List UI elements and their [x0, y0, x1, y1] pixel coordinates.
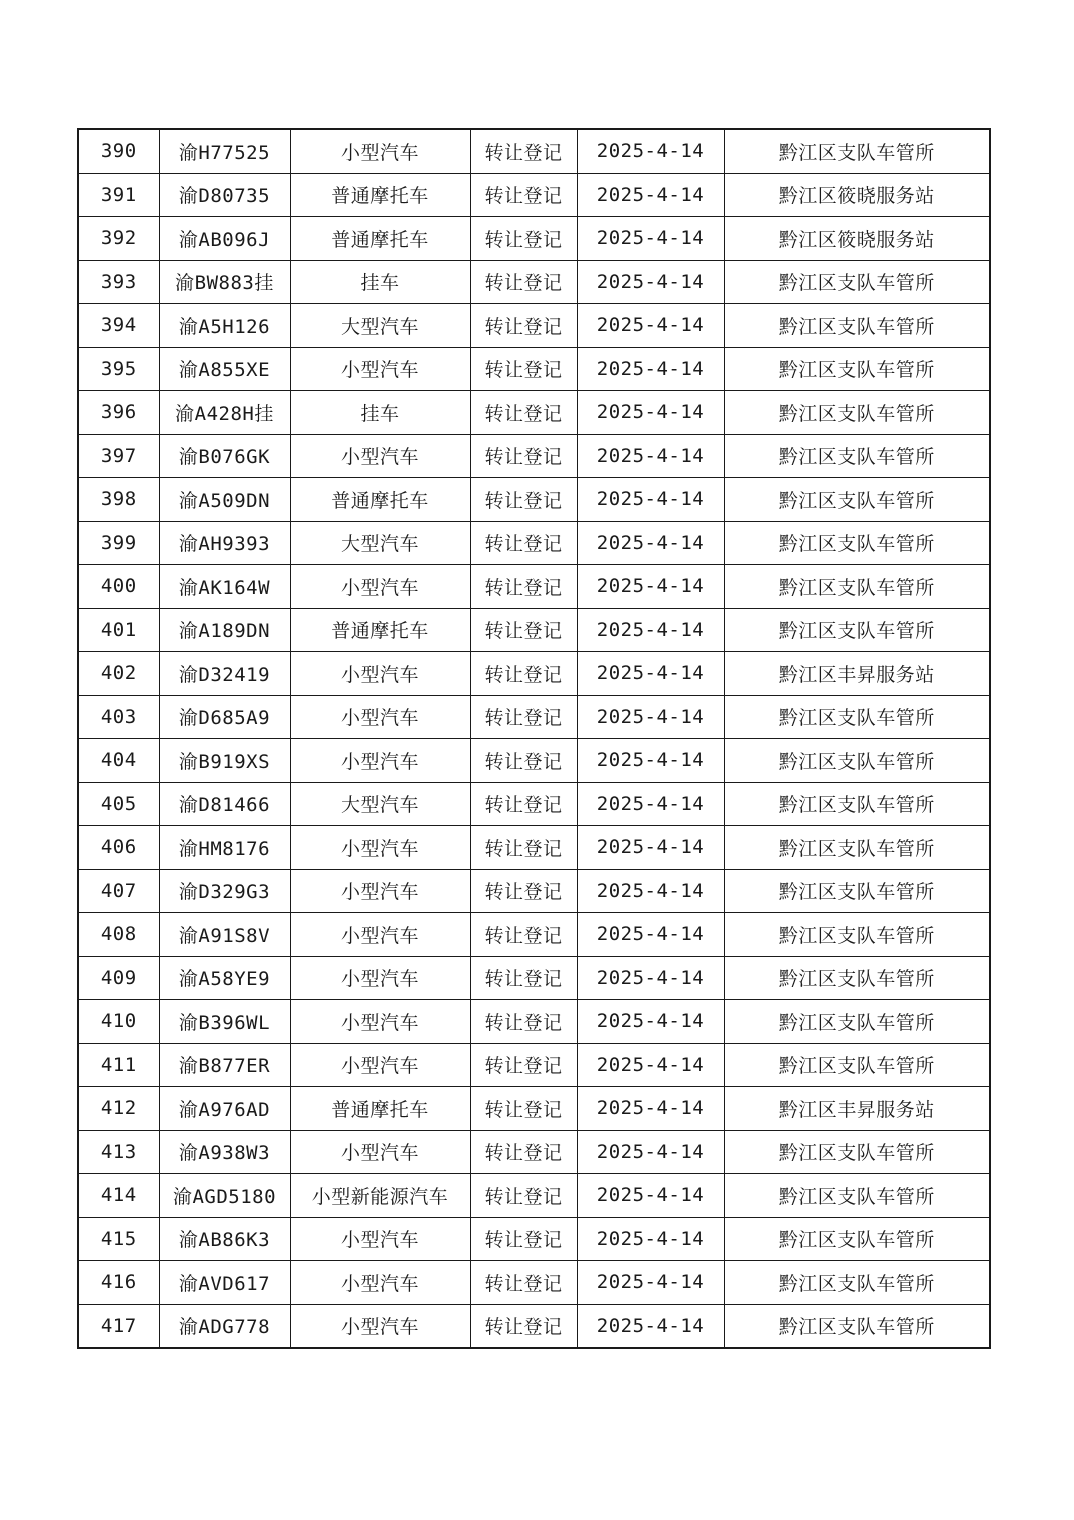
- vehicle-type-cell: 小型汽车: [290, 129, 470, 173]
- plate-number-cell: 渝D81466: [159, 782, 290, 826]
- row-number-cell: 401: [78, 608, 159, 652]
- row-number-cell: 393: [78, 260, 159, 304]
- row-number-cell: 408: [78, 913, 159, 957]
- plate-number-cell: 渝D80735: [159, 173, 290, 217]
- office-cell: 黔江区支队车管所: [724, 1174, 990, 1218]
- office-cell: 黔江区支队车管所: [724, 695, 990, 739]
- date-cell: 2025-4-14: [577, 304, 724, 348]
- vehicle-type-cell: 小型汽车: [290, 913, 470, 957]
- plate-number-cell: 渝A509DN: [159, 478, 290, 522]
- row-number-cell: 399: [78, 521, 159, 565]
- plate-number-cell: 渝B919XS: [159, 739, 290, 783]
- row-number-cell: 405: [78, 782, 159, 826]
- row-number-cell: 406: [78, 826, 159, 870]
- row-number-cell: 412: [78, 1087, 159, 1131]
- business-type-cell: 转让登记: [470, 129, 577, 173]
- business-type-cell: 转让登记: [470, 260, 577, 304]
- date-cell: 2025-4-14: [577, 739, 724, 783]
- plate-number-cell: 渝A58YE9: [159, 956, 290, 1000]
- plate-number-cell: 渝ADG778: [159, 1304, 290, 1348]
- vehicle-type-cell: 小型汽车: [290, 1130, 470, 1174]
- plate-number-cell: 渝B877ER: [159, 1043, 290, 1087]
- row-number-cell: 392: [78, 217, 159, 261]
- row-number-cell: 414: [78, 1174, 159, 1218]
- office-cell: 黔江区支队车管所: [724, 1217, 990, 1261]
- vehicle-type-cell: 小型汽车: [290, 826, 470, 870]
- row-number-cell: 391: [78, 173, 159, 217]
- row-number-cell: 402: [78, 652, 159, 696]
- office-cell: 黔江区支队车管所: [724, 521, 990, 565]
- office-cell: 黔江区支队车管所: [724, 1261, 990, 1305]
- table-row: [78, 826, 990, 870]
- table-row: [78, 1217, 990, 1261]
- business-type-cell: 转让登记: [470, 304, 577, 348]
- row-number-cell: 415: [78, 1217, 159, 1261]
- plate-number-cell: 渝A938W3: [159, 1130, 290, 1174]
- business-type-cell: 转让登记: [470, 739, 577, 783]
- table-row: [78, 1087, 990, 1131]
- office-cell: 黔江区支队车管所: [724, 608, 990, 652]
- table-row: [78, 347, 990, 391]
- row-number-cell: 407: [78, 869, 159, 913]
- plate-number-cell: 渝B396WL: [159, 1000, 290, 1044]
- vehicle-type-cell: 小型汽车: [290, 1217, 470, 1261]
- office-cell: 黔江区支队车管所: [724, 478, 990, 522]
- table-row: [78, 1174, 990, 1218]
- plate-number-cell: 渝A5H126: [159, 304, 290, 348]
- date-cell: 2025-4-14: [577, 826, 724, 870]
- date-cell: 2025-4-14: [577, 956, 724, 1000]
- table-row: [78, 565, 990, 609]
- vehicle-type-cell: 小型汽车: [290, 347, 470, 391]
- plate-number-cell: 渝H77525: [159, 129, 290, 173]
- date-cell: 2025-4-14: [577, 695, 724, 739]
- office-cell: 黔江区支队车管所: [724, 565, 990, 609]
- plate-number-cell: 渝D32419: [159, 652, 290, 696]
- office-cell: 黔江区支队车管所: [724, 1130, 990, 1174]
- office-cell: 黔江区筱晓服务站: [724, 173, 990, 217]
- date-cell: 2025-4-14: [577, 129, 724, 173]
- plate-number-cell: 渝AB096J: [159, 217, 290, 261]
- office-cell: 黔江区支队车管所: [724, 434, 990, 478]
- row-number-cell: 404: [78, 739, 159, 783]
- office-cell: 黔江区支队车管所: [724, 1043, 990, 1087]
- plate-number-cell: 渝A976AD: [159, 1087, 290, 1131]
- business-type-cell: 转让登记: [470, 826, 577, 870]
- business-type-cell: 转让登记: [470, 1087, 577, 1131]
- vehicle-type-cell: 普通摩托车: [290, 217, 470, 261]
- office-cell: 黔江区丰昇服务站: [724, 1087, 990, 1131]
- business-type-cell: 转让登记: [470, 782, 577, 826]
- table-row: [78, 608, 990, 652]
- vehicle-type-cell: 小型新能源汽车: [290, 1174, 470, 1218]
- business-type-cell: 转让登记: [470, 1174, 577, 1218]
- vehicle-type-cell: 挂车: [290, 260, 470, 304]
- plate-number-cell: 渝AK164W: [159, 565, 290, 609]
- date-cell: 2025-4-14: [577, 652, 724, 696]
- row-number-cell: 409: [78, 956, 159, 1000]
- table-body: [78, 129, 990, 1348]
- row-number-cell: 417: [78, 1304, 159, 1348]
- vehicle-type-cell: 小型汽车: [290, 695, 470, 739]
- date-cell: 2025-4-14: [577, 869, 724, 913]
- office-cell: 黔江区支队车管所: [724, 956, 990, 1000]
- vehicle-type-cell: 小型汽车: [290, 565, 470, 609]
- office-cell: 黔江区支队车管所: [724, 391, 990, 435]
- date-cell: 2025-4-14: [577, 434, 724, 478]
- table-row: [78, 521, 990, 565]
- vehicle-type-cell: 普通摩托车: [290, 173, 470, 217]
- office-cell: 黔江区支队车管所: [724, 129, 990, 173]
- vehicle-type-cell: 普通摩托车: [290, 1087, 470, 1131]
- plate-number-cell: 渝AH9393: [159, 521, 290, 565]
- date-cell: 2025-4-14: [577, 913, 724, 957]
- table-row: [78, 1000, 990, 1044]
- business-type-cell: 转让登记: [470, 1000, 577, 1044]
- row-number-cell: 396: [78, 391, 159, 435]
- date-cell: 2025-4-14: [577, 391, 724, 435]
- date-cell: 2025-4-14: [577, 478, 724, 522]
- table-row: [78, 695, 990, 739]
- date-cell: 2025-4-14: [577, 1174, 724, 1218]
- row-number-cell: 394: [78, 304, 159, 348]
- business-type-cell: 转让登记: [470, 217, 577, 261]
- table-row: [78, 739, 990, 783]
- plate-number-cell: 渝A91S8V: [159, 913, 290, 957]
- office-cell: 黔江区支队车管所: [724, 347, 990, 391]
- table-row: [78, 260, 990, 304]
- office-cell: 黔江区支队车管所: [724, 260, 990, 304]
- row-number-cell: 390: [78, 129, 159, 173]
- row-number-cell: 398: [78, 478, 159, 522]
- table-row: [78, 391, 990, 435]
- date-cell: 2025-4-14: [577, 1130, 724, 1174]
- table-row: [78, 129, 990, 173]
- plate-number-cell: 渝AVD617: [159, 1261, 290, 1305]
- table-row: [78, 434, 990, 478]
- vehicle-type-cell: 大型汽车: [290, 782, 470, 826]
- date-cell: 2025-4-14: [577, 260, 724, 304]
- row-number-cell: 395: [78, 347, 159, 391]
- table-row: [78, 478, 990, 522]
- office-cell: 黔江区筱晓服务站: [724, 217, 990, 261]
- office-cell: 黔江区支队车管所: [724, 739, 990, 783]
- business-type-cell: 转让登记: [470, 173, 577, 217]
- office-cell: 黔江区支队车管所: [724, 1304, 990, 1348]
- table-row: [78, 304, 990, 348]
- table-row: [78, 173, 990, 217]
- table-row: [78, 782, 990, 826]
- plate-number-cell: 渝A428H挂: [159, 391, 290, 435]
- vehicle-type-cell: 小型汽车: [290, 869, 470, 913]
- table-row: [78, 1304, 990, 1348]
- row-number-cell: 416: [78, 1261, 159, 1305]
- row-number-cell: 413: [78, 1130, 159, 1174]
- vehicle-type-cell: 小型汽车: [290, 739, 470, 783]
- table-row: [78, 913, 990, 957]
- table-row: [78, 652, 990, 696]
- business-type-cell: 转让登记: [470, 869, 577, 913]
- plate-number-cell: 渝B076GK: [159, 434, 290, 478]
- office-cell: 黔江区支队车管所: [724, 782, 990, 826]
- business-type-cell: 转让登记: [470, 565, 577, 609]
- date-cell: 2025-4-14: [577, 1261, 724, 1305]
- plate-number-cell: 渝D685A9: [159, 695, 290, 739]
- date-cell: 2025-4-14: [577, 1304, 724, 1348]
- business-type-cell: 转让登记: [470, 347, 577, 391]
- plate-number-cell: 渝A855XE: [159, 347, 290, 391]
- date-cell: 2025-4-14: [577, 173, 724, 217]
- vehicle-type-cell: 小型汽车: [290, 1304, 470, 1348]
- row-number-cell: 400: [78, 565, 159, 609]
- date-cell: 2025-4-14: [577, 1043, 724, 1087]
- plate-number-cell: 渝BW883挂: [159, 260, 290, 304]
- row-number-cell: 410: [78, 1000, 159, 1044]
- vehicle-type-cell: 小型汽车: [290, 1043, 470, 1087]
- office-cell: 黔江区支队车管所: [724, 1000, 990, 1044]
- vehicle-type-cell: 小型汽车: [290, 956, 470, 1000]
- table-row: [78, 1043, 990, 1087]
- vehicle-type-cell: 小型汽车: [290, 1261, 470, 1305]
- vehicle-type-cell: 普通摩托车: [290, 608, 470, 652]
- table-row: [78, 1261, 990, 1305]
- vehicle-type-cell: 大型汽车: [290, 521, 470, 565]
- date-cell: 2025-4-14: [577, 1000, 724, 1044]
- plate-number-cell: 渝HM8176: [159, 826, 290, 870]
- office-cell: 黔江区支队车管所: [724, 869, 990, 913]
- business-type-cell: 转让登记: [470, 652, 577, 696]
- business-type-cell: 转让登记: [470, 695, 577, 739]
- business-type-cell: 转让登记: [470, 1261, 577, 1305]
- table-row: [78, 956, 990, 1000]
- date-cell: 2025-4-14: [577, 565, 724, 609]
- table-row: [78, 217, 990, 261]
- business-type-cell: 转让登记: [470, 521, 577, 565]
- business-type-cell: 转让登记: [470, 1043, 577, 1087]
- vehicle-type-cell: 小型汽车: [290, 652, 470, 696]
- office-cell: 黔江区支队车管所: [724, 304, 990, 348]
- plate-number-cell: 渝AB86K3: [159, 1217, 290, 1261]
- date-cell: 2025-4-14: [577, 1217, 724, 1261]
- date-cell: 2025-4-14: [577, 347, 724, 391]
- business-type-cell: 转让登记: [470, 1304, 577, 1348]
- date-cell: 2025-4-14: [577, 608, 724, 652]
- vehicle-type-cell: 普通摩托车: [290, 478, 470, 522]
- business-type-cell: 转让登记: [470, 1130, 577, 1174]
- plate-number-cell: 渝D329G3: [159, 869, 290, 913]
- office-cell: 黔江区支队车管所: [724, 913, 990, 957]
- row-number-cell: 397: [78, 434, 159, 478]
- row-number-cell: 411: [78, 1043, 159, 1087]
- business-type-cell: 转让登记: [470, 913, 577, 957]
- business-type-cell: 转让登记: [470, 608, 577, 652]
- row-number-cell: 403: [78, 695, 159, 739]
- business-type-cell: 转让登记: [470, 1217, 577, 1261]
- plate-number-cell: 渝A189DN: [159, 608, 290, 652]
- vehicle-type-cell: 小型汽车: [290, 1000, 470, 1044]
- business-type-cell: 转让登记: [470, 434, 577, 478]
- vehicle-type-cell: 小型汽车: [290, 434, 470, 478]
- office-cell: 黔江区支队车管所: [724, 826, 990, 870]
- vehicle-transfer-table: [77, 128, 991, 1349]
- date-cell: 2025-4-14: [577, 782, 724, 826]
- business-type-cell: 转让登记: [470, 391, 577, 435]
- table-row: [78, 869, 990, 913]
- office-cell: 黔江区丰昇服务站: [724, 652, 990, 696]
- vehicle-type-cell: 大型汽车: [290, 304, 470, 348]
- business-type-cell: 转让登记: [470, 478, 577, 522]
- vehicle-type-cell: 挂车: [290, 391, 470, 435]
- date-cell: 2025-4-14: [577, 1087, 724, 1131]
- business-type-cell: 转让登记: [470, 956, 577, 1000]
- plate-number-cell: 渝AGD5180: [159, 1174, 290, 1218]
- table-row: [78, 1130, 990, 1174]
- date-cell: 2025-4-14: [577, 217, 724, 261]
- date-cell: 2025-4-14: [577, 521, 724, 565]
